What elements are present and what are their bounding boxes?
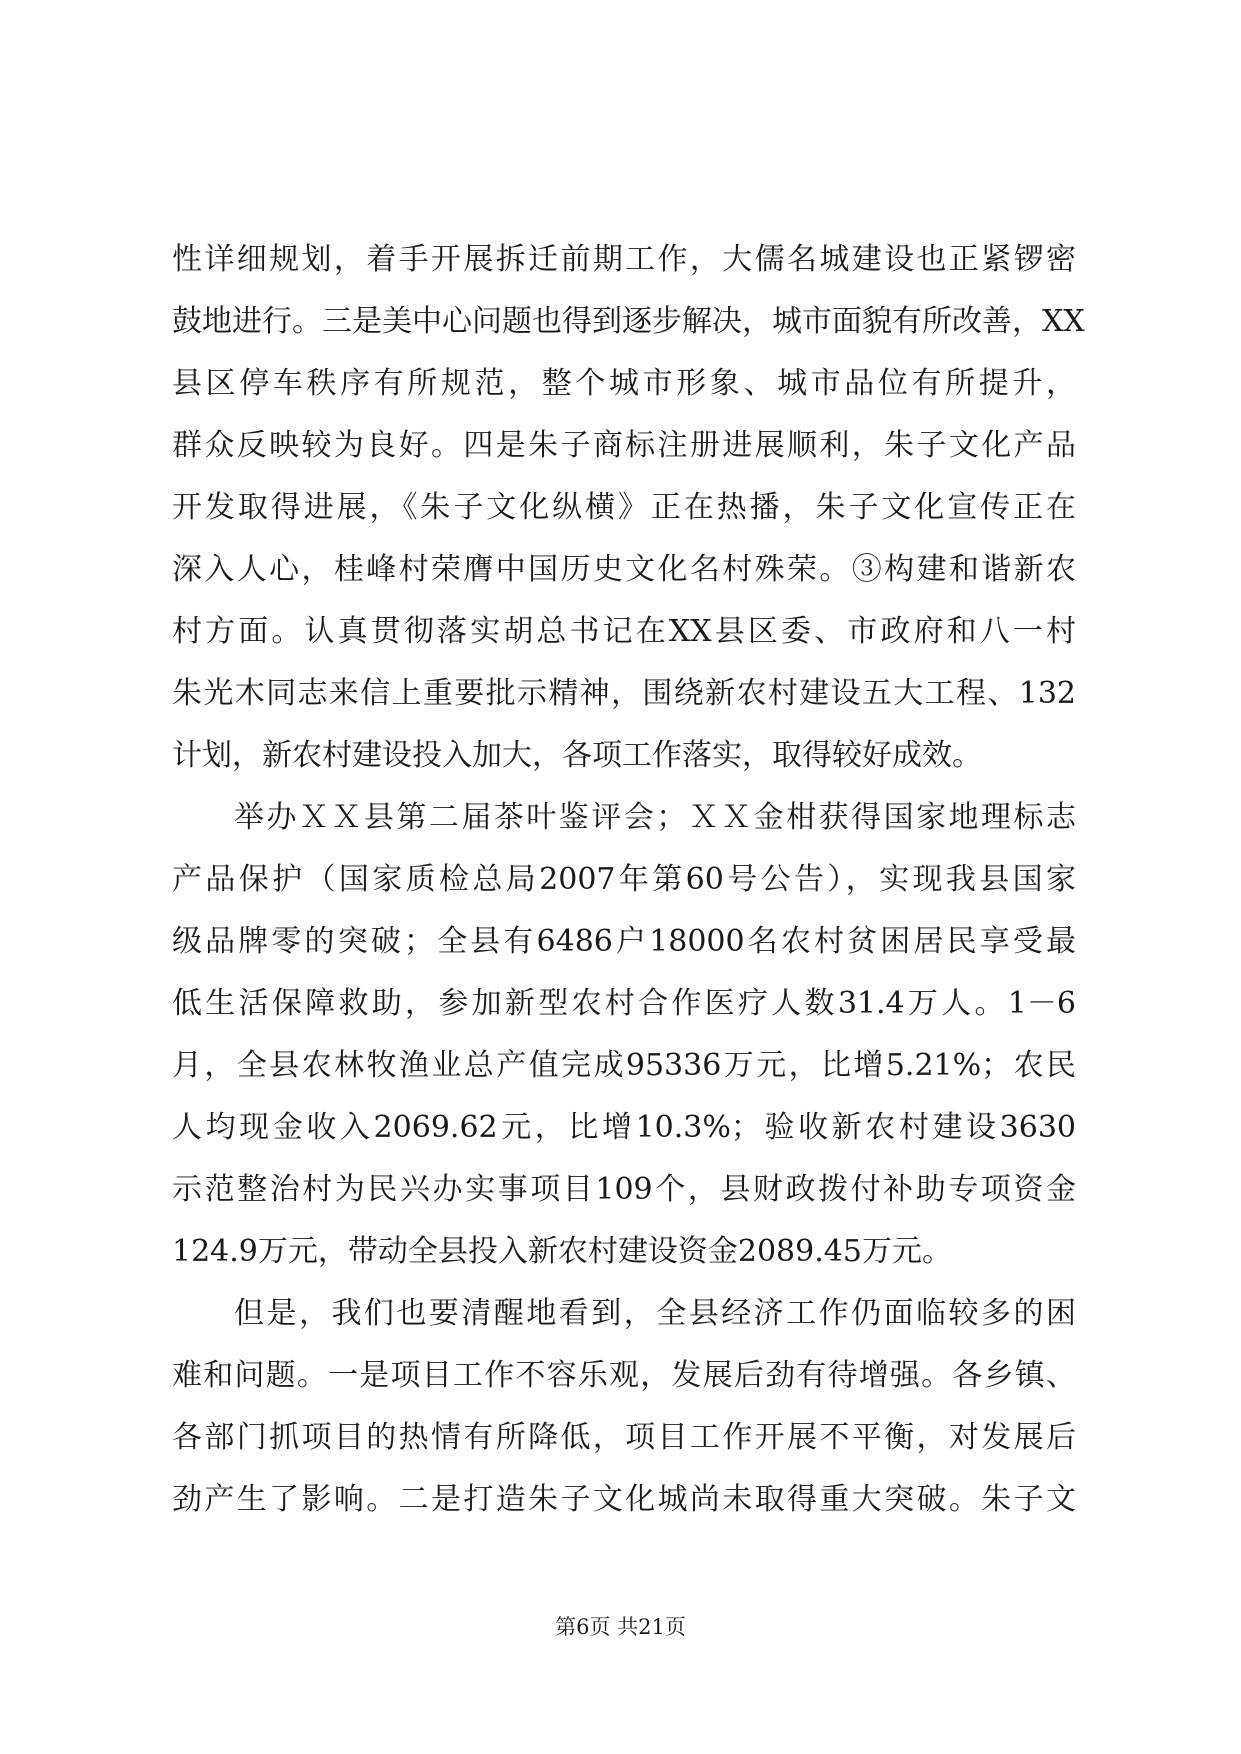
page-number: 第6页 共21页 — [555, 1615, 686, 1639]
text-line: 计划，新农村建设投入加大，各项工作落实，取得较好成效。 — [172, 738, 982, 773]
paragraph-3 — [172, 1283, 1076, 1531]
text-line: 举办ＸＸ县第二届茶叶鉴评会；ＸＸ金柑获得国家地理标志 — [234, 800, 1076, 835]
text-line: 深入人心，桂峰村荣膺中国历史文化名村殊荣。③构建和谐新农 — [172, 552, 1076, 587]
text-line: 示范整治村为民兴办实事项目109个，县财政拨付补助专项资金 — [172, 1172, 1076, 1207]
text-line: 产品保护（国家质检总局2007年第60号公告），实现我县国家 — [172, 862, 1076, 897]
paragraph-2 — [172, 787, 1076, 1283]
text-line: 县区停车秩序有所规范，整个城市形象、城市品位有所提升， — [172, 366, 1076, 401]
text-line: 劲产生了影响。二是打造朱子文化城尚未取得重大突破。朱子文 — [172, 1482, 1076, 1517]
text-line: 人均现金收入2069.62元，比增10.3%；验收新农村建设3630 — [172, 1110, 1076, 1145]
paragraph-1 — [172, 229, 1085, 787]
text-line: 朱光木同志来信上重要批示精神，围绕新农村建设五大工程、132 — [172, 676, 1076, 711]
text-line: 但是，我们也要清醒地看到，全县经济工作仍面临较多的困 — [234, 1296, 1076, 1331]
text-line: 鼓地进行。三是美中心问题也得到逐步解决，城市面貌有所改善，XX — [172, 304, 1085, 339]
text-line: 开发取得进展，《朱子文化纵横》正在热播，朱子文化宣传正在 — [172, 490, 1076, 525]
text-line: 级品牌零的突破；全县有6486户18000名农村贫困居民享受最 — [172, 924, 1076, 959]
text-line: 村方面。认真贯彻落实胡总书记在XX县区委、市政府和八一村 — [172, 614, 1076, 649]
text-line: 群众反映较为良好。四是朱子商标注册进展顺利，朱子文化产品 — [172, 428, 1076, 463]
text-line: 难和问题。一是项目工作不容乐观，发展后劲有待增强。各乡镇、 — [172, 1358, 1076, 1393]
page-footer — [0, 1612, 1241, 1642]
text-line: 各部门抓项目的热情有所降低，项目工作开展不平衡，对发展后 — [172, 1420, 1076, 1455]
text-line: 性详细规划，着手开展拆迁前期工作，大儒名城建设也正紧锣密 — [172, 242, 1076, 277]
text-line: 124.9万元，带动全县投入新农村建设资金2089.45万元。 — [172, 1234, 952, 1269]
text-line: 月，全县农林牧渔业总产值完成95336万元，比增5.21%；农民 — [172, 1048, 1076, 1083]
body-text — [172, 229, 1085, 1531]
text-line: 低生活保障救助，参加新型农村合作医疗人数31.4万人。1－6 — [172, 986, 1076, 1021]
